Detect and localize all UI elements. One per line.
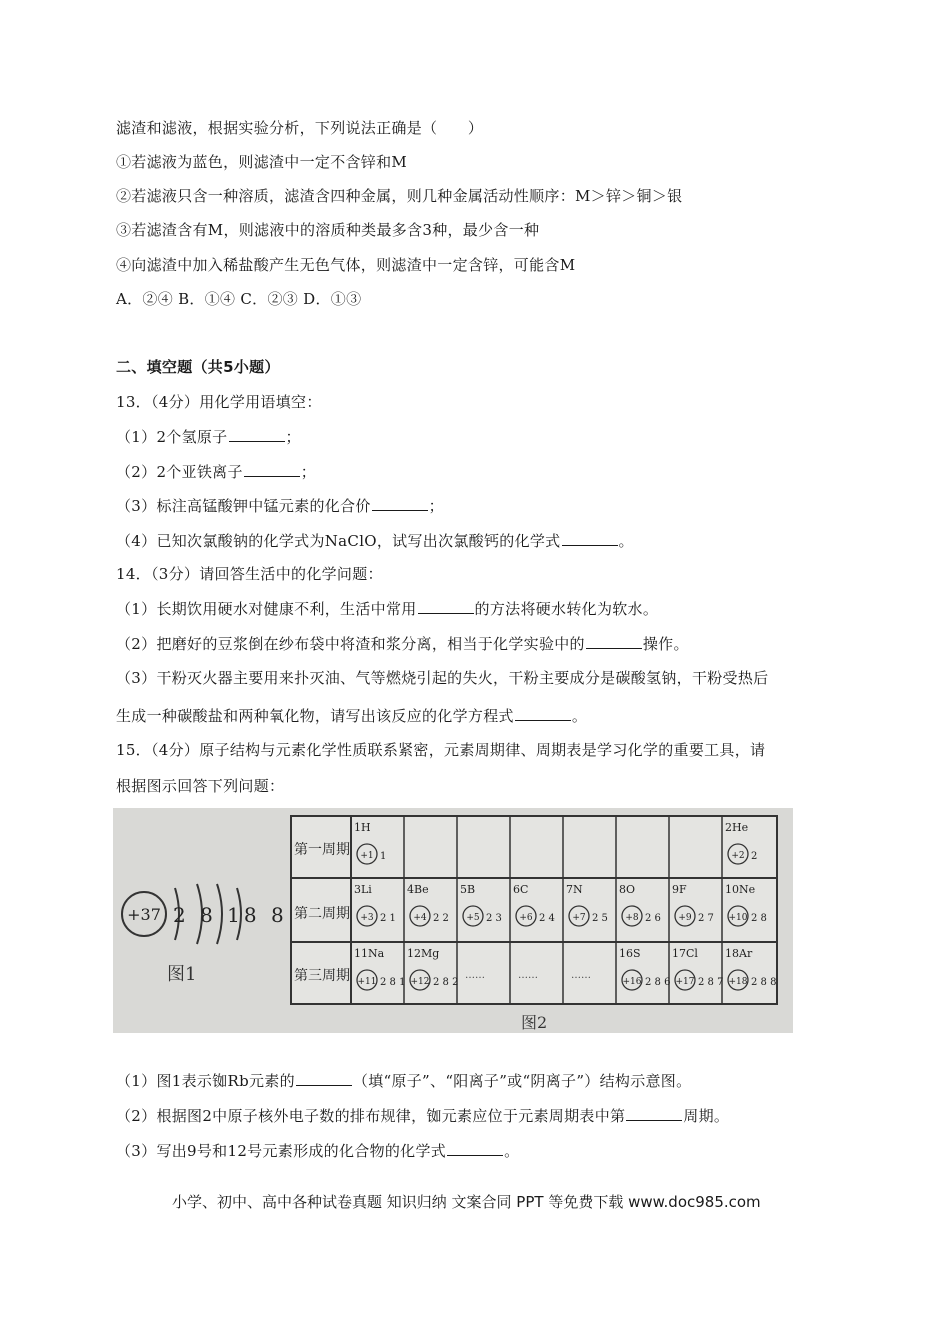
answer-blank[interactable] <box>586 633 642 649</box>
element-symbol: 10Ne <box>725 883 756 896</box>
q15-stem-1: 15．（4分）原子结构与元素化学性质联系紧密，元素周期律、周期表是学习化学的重要工具，请 <box>116 741 766 759</box>
answer-blank[interactable] <box>229 426 285 442</box>
q14-stem: 14．（3分）请回答生活中的化学问题： <box>116 565 383 583</box>
q12-statement-3: ③若滤渣含有M，则滤液中的溶质种类最多含3种，最少含一种 <box>116 221 540 239</box>
q14-part-3: （3）干粉灭火器主要用来扑灭油、气等燃烧引起的失火，干粉主要成分是碳酸氢钠，干粉受热后 <box>116 669 769 687</box>
element-symbol: 4Be <box>407 883 429 896</box>
element-symbol: 2He <box>725 821 749 834</box>
fig1-label: 图1 <box>167 964 197 985</box>
element-electrons: 2 8 7 <box>698 977 724 988</box>
answer-blank[interactable] <box>447 1140 503 1156</box>
q13-part-2: （2）2个亚铁离子 ； <box>116 463 317 481</box>
q14-part-2: （2）把磨好的豆浆倒在纱布袋中将渣和浆分离，相当于化学实验中的 操作。 <box>116 635 689 653</box>
q15-stem-2: 根据图示回答下列问题： <box>116 777 285 795</box>
answer-blank[interactable] <box>296 1070 352 1086</box>
element-symbol: 17Cl <box>672 947 698 960</box>
element-ellipsis: …… <box>571 970 591 981</box>
element-ellipsis: …… <box>465 970 485 981</box>
element-nucleus: +10 <box>728 913 748 923</box>
q12-statement-1: ①若滤液为蓝色，则滤渣中一定不含锌和M <box>116 153 408 171</box>
element-symbol: 16S <box>619 947 641 960</box>
q15-part-2: （2）根据图2中原子核外电子数的排布规律，铷元素应位于元素周期表中第 周期。 <box>116 1107 730 1125</box>
element-symbol: 18Ar <box>725 947 753 960</box>
element-symbol: 11Na <box>354 947 385 960</box>
element-electrons: 1 <box>380 851 387 862</box>
element-nucleus: +7 <box>572 913 586 923</box>
element-electrons: 2 5 <box>592 913 608 924</box>
figure-svg <box>113 808 793 1033</box>
fig1-atom-diagram <box>122 884 288 985</box>
q13-part-3: （3）标注高锰酸钾中锰元素的化合价 ； <box>116 497 444 515</box>
element-nucleus: +2 <box>731 851 745 861</box>
element-symbol: 6C <box>513 883 529 896</box>
element-electrons: 2 8 6 <box>645 977 671 988</box>
q12-options: A．②④ B．①④ C．②③ D．①③ <box>116 290 362 308</box>
element-electrons: 2 1 <box>380 913 396 924</box>
element-nucleus: +3 <box>360 913 374 923</box>
q12-stem-tail: 滤渣和滤液，根据实验分析，下列说法正确是（ ） <box>116 119 484 137</box>
fig1-nucleus: +37 <box>127 905 161 924</box>
element-symbol: 9F <box>672 883 687 896</box>
element-nucleus: +4 <box>413 913 427 923</box>
answer-blank[interactable] <box>244 461 300 477</box>
element-electrons: 2 8 8 <box>751 977 777 988</box>
element-electrons: 2 4 <box>539 913 555 924</box>
element-nucleus: +1 <box>360 851 374 861</box>
element-nucleus: +16 <box>622 977 642 987</box>
element-electrons: 2 8 1 <box>380 977 406 988</box>
element-electrons: 2 8 <box>751 913 767 924</box>
footer-watermark: 小学、初中、高中各种试卷真题 知识归纳 文案合同 PPT 等免费下载 www.doc985.com <box>172 1193 761 1211</box>
element-electrons: 2 2 <box>433 913 449 924</box>
element-electrons: 2 8 2 <box>433 977 459 988</box>
element-ellipsis: …… <box>518 970 538 981</box>
q14-part-1: （1）长期饮用硬水对健康不利，生活中常用 的方法将硬水转化为软水。 <box>116 600 659 618</box>
section-title: 二、填空题（共5小题） <box>116 358 280 376</box>
element-symbol: 12Mg <box>407 947 440 960</box>
answer-blank[interactable] <box>372 495 428 511</box>
element-nucleus: +17 <box>675 977 695 987</box>
periodic-table-figure <box>113 808 793 1033</box>
element-electrons: 2 6 <box>645 913 661 924</box>
element-nucleus: +18 <box>728 977 748 987</box>
q12-statement-2: ②若滤液只含一种溶质，滤渣含四种金属，则几种金属活动性顺序：M＞锌＞铜＞银 <box>116 187 683 205</box>
answer-blank[interactable] <box>562 530 618 546</box>
element-symbol: 5B <box>460 883 476 896</box>
answer-blank[interactable] <box>626 1105 682 1121</box>
element-nucleus: +12 <box>410 977 430 987</box>
element-nucleus: +6 <box>519 913 533 923</box>
element-electrons: 2 <box>751 851 758 862</box>
row-label-period-2: 第二周期 <box>294 906 350 922</box>
q14-part-3-cont: 生成一种碳酸盐和两种氧化物，请写出该反应的化学方程式 。 <box>116 707 588 725</box>
q12-statement-4: ④向滤渣中加入稀盐酸产生无色气体，则滤渣中一定含锌，可能含M <box>116 256 576 274</box>
element-electrons: 2 7 <box>698 913 714 924</box>
q15-part-3: （3）写出9号和12号元素形成的化合物的化学式 。 <box>116 1142 520 1160</box>
q13-stem: 13．（4分）用化学用语填空： <box>116 393 322 411</box>
element-symbol: 7N <box>566 883 583 896</box>
fig1-shells: 2 8 18 8 <box>173 903 288 927</box>
element-symbol: 3Li <box>354 883 372 896</box>
element-symbol: 8O <box>619 883 636 896</box>
row-label-period-3: 第三周期 <box>294 968 350 984</box>
element-electrons: 2 3 <box>486 913 502 924</box>
answer-blank[interactable] <box>515 705 571 721</box>
element-nucleus: +11 <box>357 977 377 987</box>
q15-part-1: （1）图1表示铷Rb元素的 （填“原子”、“阳离子”或“阴离子”）结构示意图。 <box>116 1072 692 1090</box>
answer-blank[interactable] <box>418 598 474 614</box>
fig2-label: 图2 <box>521 1013 548 1032</box>
row-label-period-1: 第一周期 <box>294 842 350 858</box>
q13-part-1: （1）2个氢原子 ； <box>116 428 301 446</box>
q13-part-4: （4）已知次氯酸钠的化学式为NaClO，试写出次氯酸钙的化学式 。 <box>116 532 634 550</box>
element-nucleus: +8 <box>625 913 639 923</box>
element-symbol: 1H <box>354 821 371 834</box>
element-nucleus: +9 <box>678 913 692 923</box>
element-nucleus: +5 <box>466 913 480 923</box>
